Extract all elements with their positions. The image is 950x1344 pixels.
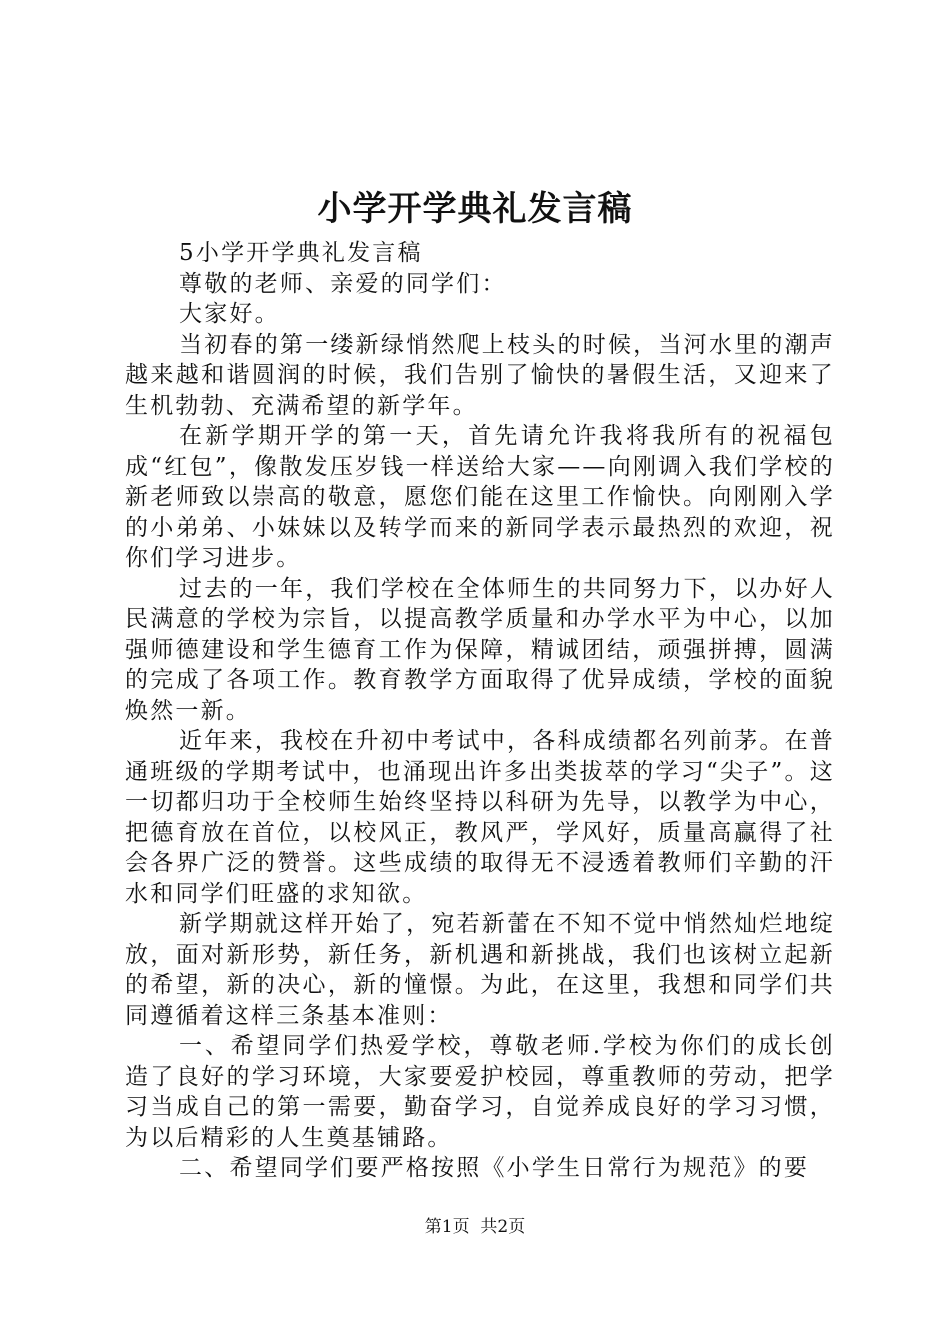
document-title: 小学开学典礼发言稿: [317, 189, 633, 229]
paragraph: 新学期就这样开始了，宛若新蕾在不知不觉中悄然灿烂地绽放，面对新形势，新任务，新机遇和新挑战，我们也该树立起新的希望，新的决心，新的憧憬。为此，在这里，我想和同学们共同遵循着这样三条基本准则：: [125, 911, 835, 1029]
paragraph: 当初春的第一缕新绿悄然爬上枝头的时候，当河水里的潮声越来越和谐圆润的时候，我们告别了愉快的暑假生活，又迎来了生机勃勃、充满希望的新学年。: [125, 331, 835, 419]
paragraph: 一、希望同学们热爱学校，尊敬老师.学校为你们的成长创造了良好的学习环境，大家要爱护校园，尊重教师的劳动，把学习当成自己的第一需要，勤奋学习，自觉养成良好的学习习惯，为以后精彩的人生奠基铺路。: [125, 1033, 835, 1151]
paragraph-salutation: 尊敬的老师、亲爱的同学们：: [179, 270, 507, 297]
page-total: 共2页: [480, 1217, 526, 1237]
paragraph: 过去的一年，我们学校在全体师生的共同努力下，以办好人民满意的学校为宗旨，以提高教学质量和办学水平为中心，以加强师德建设和学生德育工作为保障，精诚团结，顽强拼搏，圆满的完成了各项工作。教育教学方面取得了优异成绩，学校的面貌焕然一新。: [125, 575, 835, 724]
page-number: 第1页: [424, 1217, 470, 1237]
paragraph-greeting: 大家好。: [179, 301, 280, 327]
paragraph: 二、希望同学们要严格按照《小学生日常行为规范》的要: [179, 1155, 810, 1181]
paragraph: 近年来，我校在升初中考试中，各科成绩都名列前茅。在普通班级的学期考试中，也涌现出许多出类拔萃的学习“尖子”。这一切都归功于全校师生始终坚持以科研为先导，以教学为中心，把德育放在首位，以校风正，教风严，学风好，质量高赢得了社会各界广泛的赞誉。这些成绩的取得无不浸透着教师们辛勤的汗水和同学们旺盛的求知欲。: [125, 728, 835, 907]
page-footer: [0, 1215, 950, 1239]
paragraph-heading: 5小学开学典礼发言稿: [179, 240, 423, 266]
paragraph: 在新学期开学的第一天，首先请允许我将我所有的祝福包成“红包”，像散发压岁钱一样送给大家——向刚调入我们学校的新老师致以崇高的敬意，愿您们能在这里工作愉快。向刚刚入学的小弟弟、小妹妹以及转学而来的新同学表示最热烈的欢迎，祝你们学习进步。: [125, 423, 835, 571]
document-body: [125, 238, 835, 1184]
